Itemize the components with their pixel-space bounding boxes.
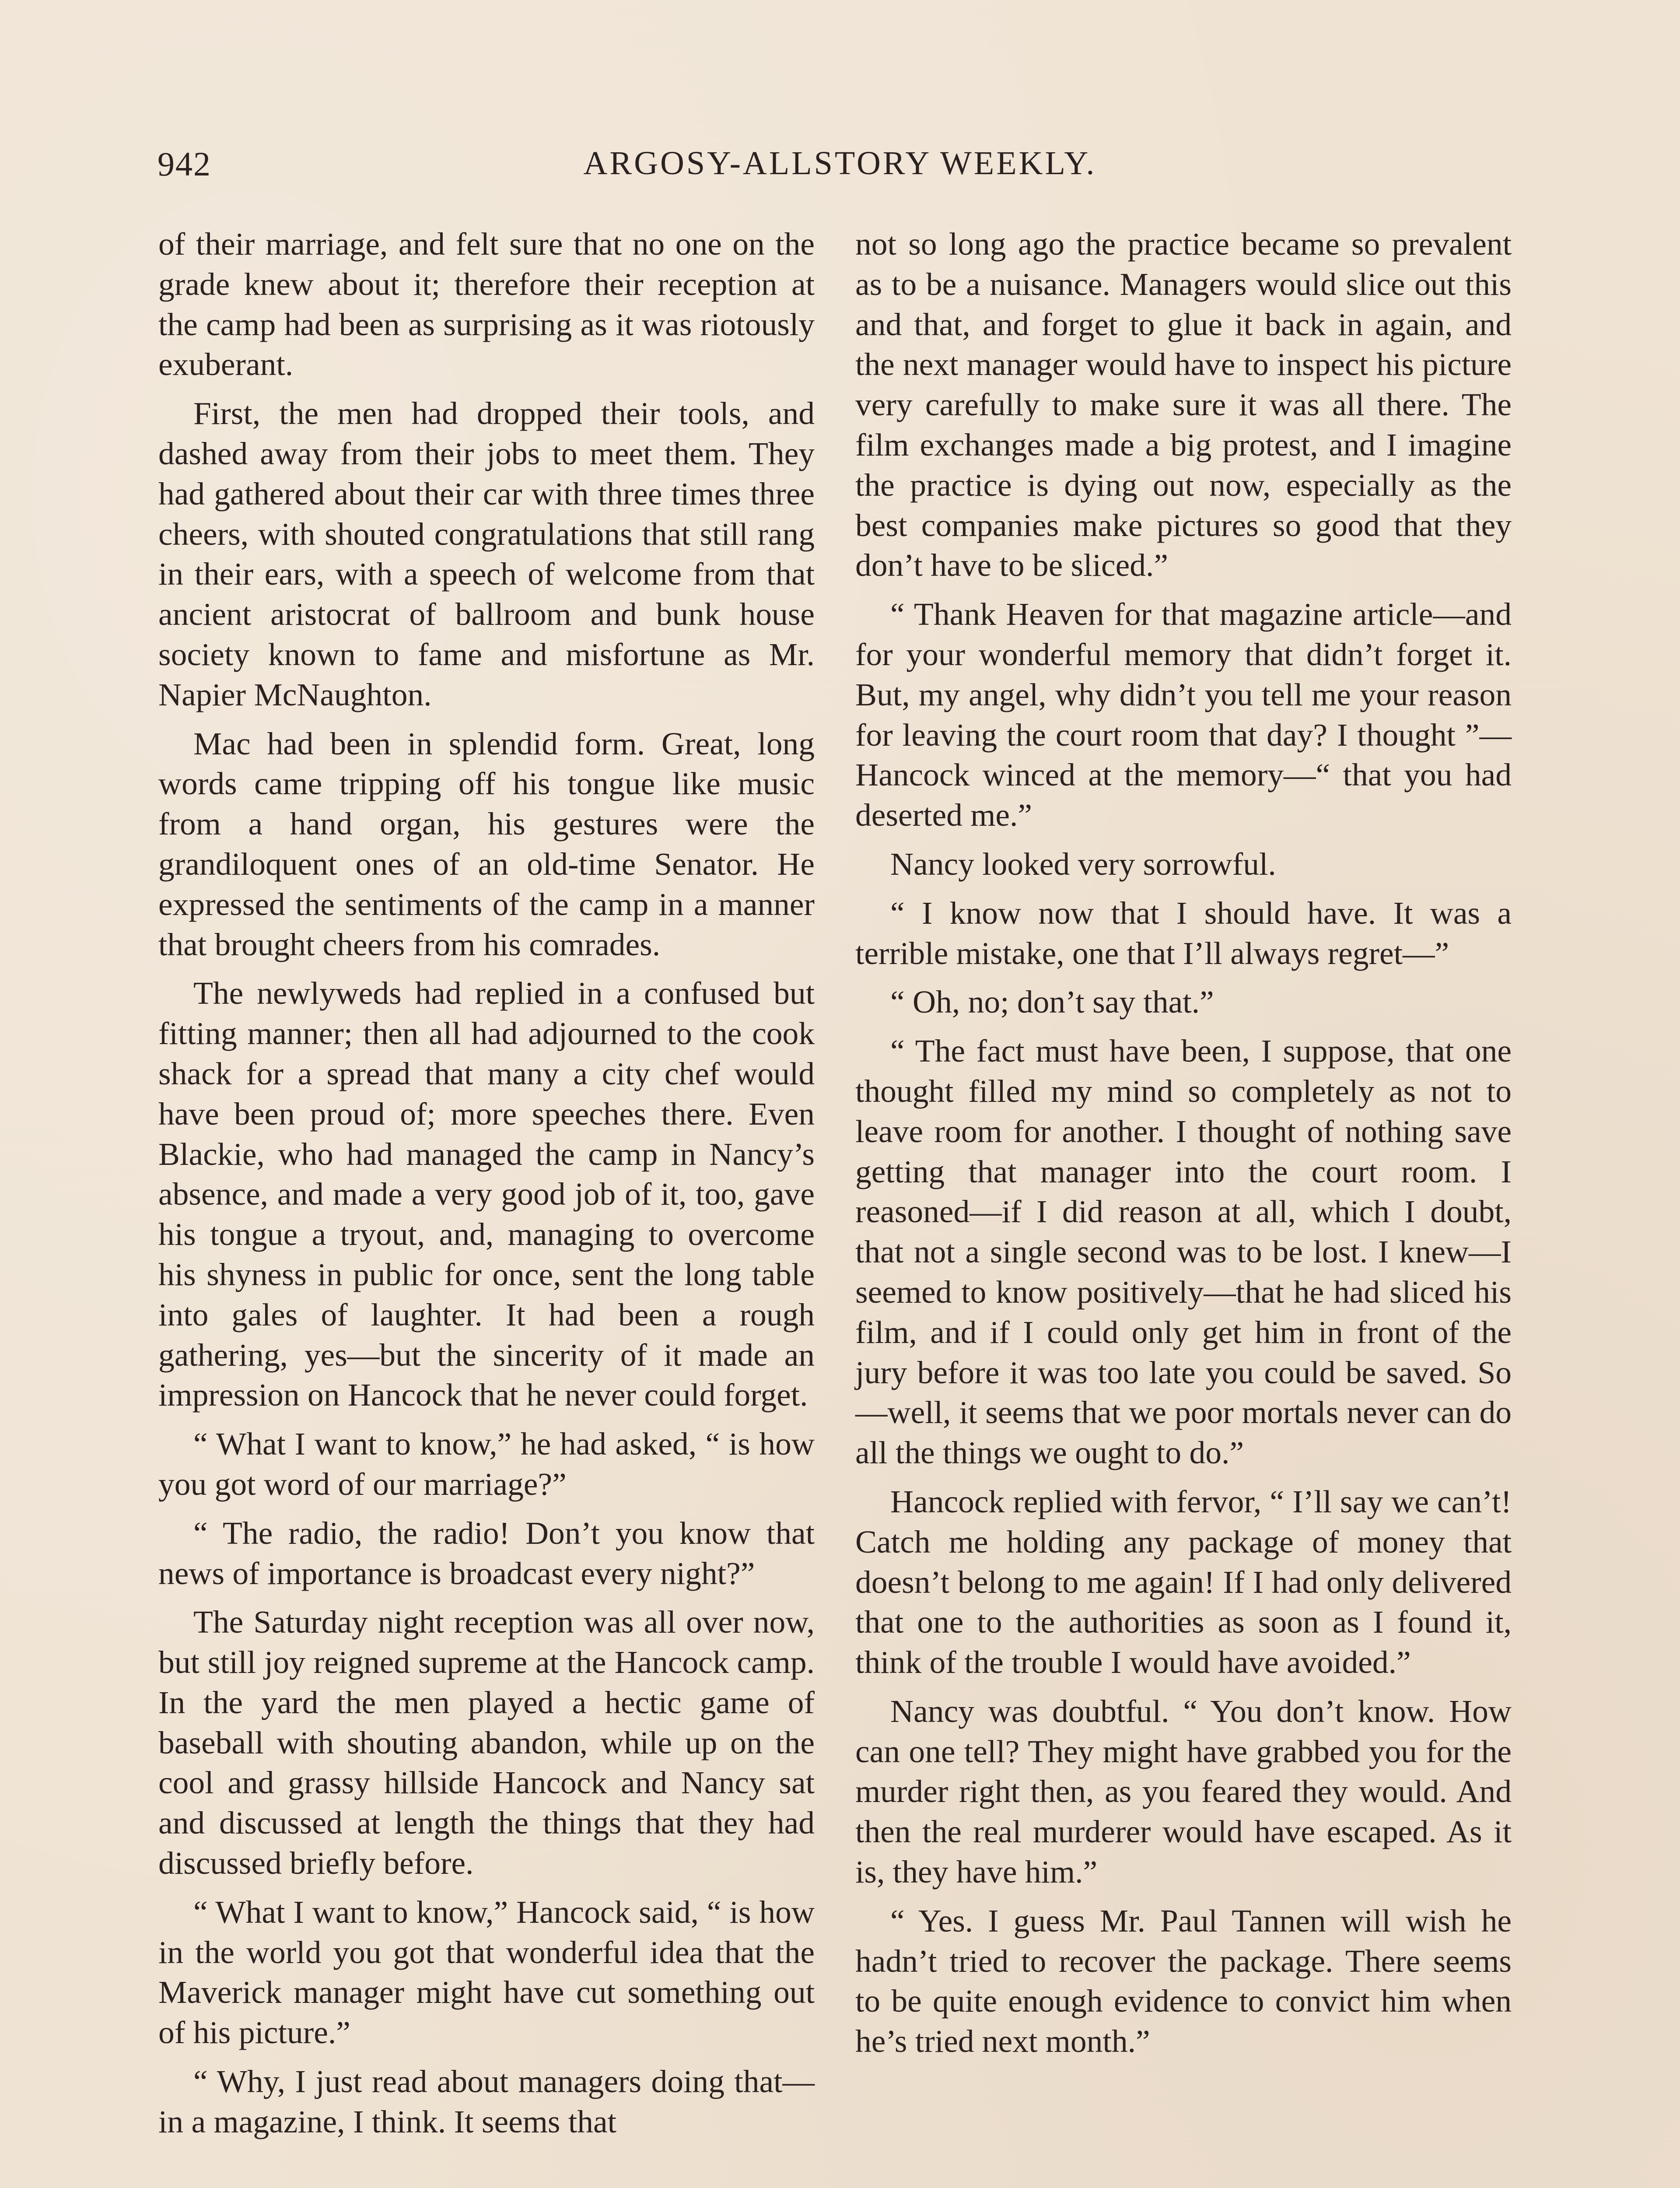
paragraph: Hancock replied with fervor, “ I’ll say we can’t! Catch me holding any package of money that doesn’t belong to me again! If I had only delivered that one to the authorities as soon as I found it, think of the trouble I would have avoided.”	[855, 1483, 1512, 1680]
paragraph: “ Oh, no; don’t say that.”	[890, 984, 1214, 1020]
paragraph: “ Yes. I guess Mr. Paul Tannen will wish he hadn’t tried to recover the package. There seems to be quite enough evidence to convict him when he’s tried next month.”	[855, 1903, 1512, 2059]
paragraph: Nancy looked very sorrowful.	[890, 846, 1276, 882]
paragraph: “ The radio, the radio! Don’t you know that news of importance is broadcast every night?”	[158, 1515, 815, 1591]
running-head	[158, 144, 1522, 193]
paragraph: Nancy was doubtful. “ You don’t know. How can one tell? They might have grabbed you for the murder right then, as you feared they would. And then the real murderer would have escaped. As it is, they have him.”	[855, 1693, 1512, 1890]
paragraph: The newlyweds had replied in a confused but fitting manner; then all had adjourned to the cook shack for a spread that many a city chef would have been proud of; more speeches there. Even Blackie, who had managed the camp in Nancy’s absence, and made a very good job of it, too, gave his tongue a tryout, and, managing to overcome his shyness in public for once, sent the long table into gales of laughter. It had been a rough gathering, yes—but the sincerity of it made an impression on Hancock that he never could forget.	[158, 975, 815, 1413]
paragraph: The Saturday night reception was all over now, but still joy reigned supreme at the Hancock camp. In the yard the men played a hectic game of baseball with shouting abandon, while up on the cool and grassy hillside Hancock and Nancy sat and discussed at length the things that they had discussed briefly before.	[158, 1604, 815, 1881]
publication-title: ARGOSY-ALLSTORY WEEKLY.	[583, 145, 1097, 182]
paragraph: “ I know now that I should have. It was a terrible mistake, one that I’ll always regret—”	[855, 895, 1512, 971]
paragraph: Mac had been in splendid form. Great, long words came tripping off his tongue like music from a hand organ, his gestures were the grandiloquent ones of an old-time Senator. He expressed the sentiments of the camp in a manner that brought cheers from his comrades.	[158, 726, 815, 962]
paragraph: not so long ago the practice became so prevalent as to be a nuisance. Managers would slice out this and that, and forget to glue it back in again, and the next manager would have to inspect his picture very carefully to make sure it was all there. The film exchanges made a big protest, and I imagine the practice is dying out now, especially as the best companies make pictures so good that they don’t have to be sliced.”	[855, 226, 1512, 583]
left-column	[158, 224, 815, 2151]
right-column	[855, 224, 1512, 2070]
paragraph: “ Why, I just read about managers doing that—in a magazine, I think. It seems that	[158, 2064, 815, 2139]
paragraph: “ What I want to know,” Hancock said, “ is how in the world you got that wonderful idea that the Maverick manager might have cut something out of his picture.”	[158, 1894, 815, 2051]
paragraph: of their marriage, and felt sure that no one on the grade knew about it; therefore their reception at the camp had been as surprising as it was riotously exuberant.	[158, 226, 815, 382]
paragraph: First, the men had dropped their tools, and dashed away from their jobs to meet them. They had gathered about their car with three times three cheers, with shouted congratulations that still rang in their ears, with a speech of welcome from that ancient aristocrat of ballroom and bunk house society known to fame and misfortune as Mr. Napier McNaughton.	[158, 396, 815, 712]
paragraph: “ The fact must have been, I suppose, that one thought filled my mind so completely as not to leave room for another. I thought of nothing save getting that manager into the court room. I reasoned—if I did reason at all, which I doubt, that not a single second was to be lost. I knew—I seemed to know positively—that he had sliced his film, and if I could only get him in front of the jury before it was too late you could be saved. So—well, it seems that we poor mortals never can do all the things we ought to do.”	[855, 1033, 1512, 1471]
paragraph: “ Thank Heaven for that magazine article—and for your wonderful memory that didn’t forget it. But, my angel, why didn’t you tell me your reason for leaving the court room that day? I thought ”—Hancock winced at the memory—“ that you had deserted me.”	[855, 596, 1512, 833]
paragraph: “ What I want to know,” he had asked, “ is how you got word of our marriage?”	[158, 1426, 815, 1502]
page-number: 942	[158, 145, 211, 183]
